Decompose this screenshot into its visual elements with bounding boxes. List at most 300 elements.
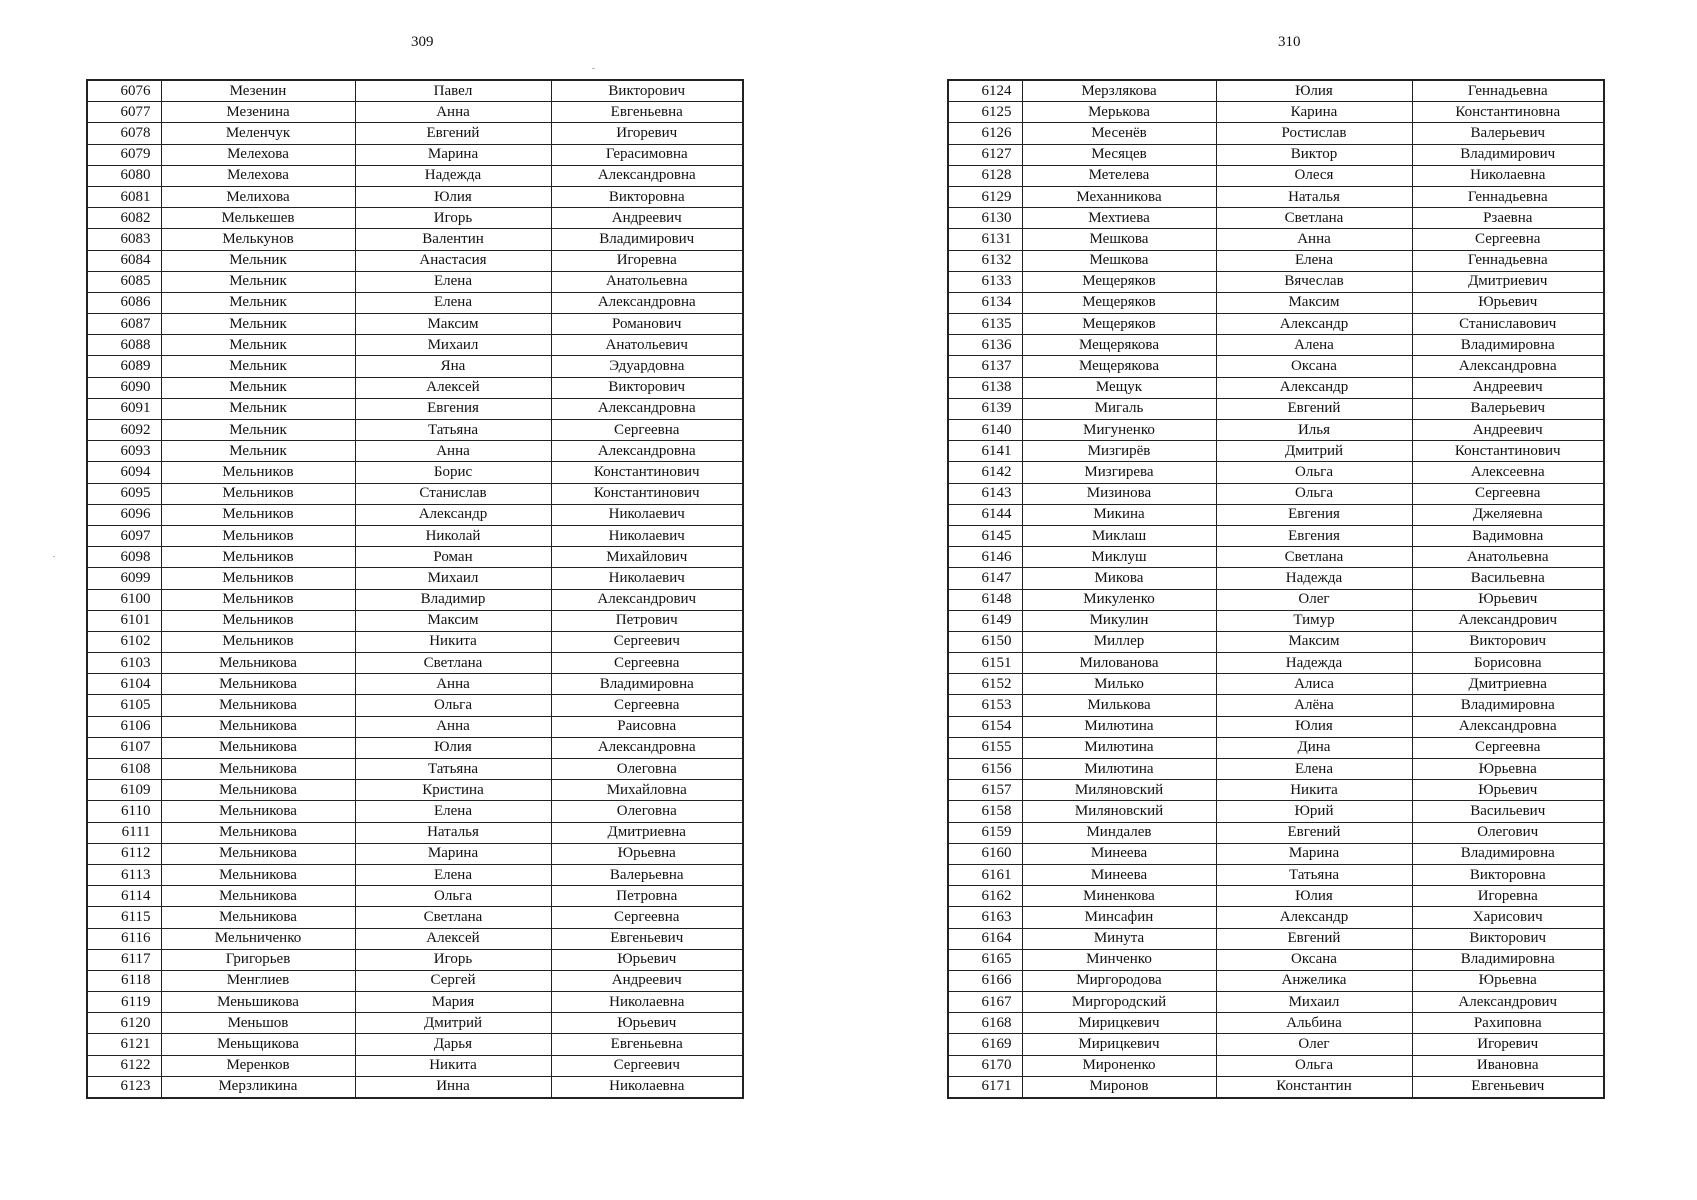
row-number-cell: 6110 (87, 801, 161, 822)
surname-cell: Меленчук (161, 123, 355, 144)
patronymic-cell: Владимировна (1412, 843, 1604, 864)
patronymic-cell: Дмитриевич (1412, 271, 1604, 292)
table-row (87, 992, 743, 1013)
row-number-cell: 6138 (948, 377, 1022, 398)
row-number-cell: 6132 (948, 250, 1022, 271)
table-row (948, 1034, 1604, 1055)
first-name-cell: Евгений (1216, 928, 1412, 949)
table-row (948, 631, 1604, 652)
table-row (948, 377, 1604, 398)
table-row (87, 1076, 743, 1098)
row-number-cell: 6079 (87, 144, 161, 165)
patronymic-cell: Андреевич (551, 970, 743, 991)
first-name-cell: Анжелика (1216, 970, 1412, 991)
surname-cell: Мерькова (1022, 102, 1216, 123)
patronymic-cell: Валерьевна (551, 864, 743, 885)
table-row (87, 822, 743, 843)
table-row (948, 568, 1604, 589)
patronymic-cell: Сергеевна (1412, 483, 1604, 504)
patronymic-cell: Романович (551, 314, 743, 335)
first-name-cell: Евгения (1216, 525, 1412, 546)
surname-cell: Мельникова (161, 843, 355, 864)
first-name-cell: Анастасия (355, 250, 551, 271)
table-row (948, 547, 1604, 568)
patronymic-cell: Александровна (1412, 356, 1604, 377)
row-number-cell: 6121 (87, 1034, 161, 1055)
table-row (87, 102, 743, 123)
row-number-cell: 6086 (87, 292, 161, 313)
first-name-cell: Дмитрий (1216, 441, 1412, 462)
first-name-cell: Александр (1216, 314, 1412, 335)
surname-cell: Мельникова (161, 653, 355, 674)
first-name-cell: Елена (1216, 759, 1412, 780)
first-name-cell: Максим (1216, 292, 1412, 313)
first-name-cell: Александр (355, 504, 551, 525)
surname-cell: Мельник (161, 314, 355, 335)
patronymic-cell: Геннадьевна (1412, 186, 1604, 207)
row-number-cell: 6146 (948, 547, 1022, 568)
first-name-cell: Михаил (355, 568, 551, 589)
table-row (948, 441, 1604, 462)
patronymic-cell: Игоревич (1412, 1034, 1604, 1055)
row-number-cell: 6131 (948, 229, 1022, 250)
table-row (87, 250, 743, 271)
first-name-cell: Марина (1216, 843, 1412, 864)
patronymic-cell: Юрьевна (1412, 970, 1604, 991)
table-row (948, 992, 1604, 1013)
patronymic-cell: Викторович (1412, 928, 1604, 949)
surname-cell: Меренков (161, 1055, 355, 1076)
table-row (948, 780, 1604, 801)
table-row (948, 610, 1604, 631)
table-row (948, 695, 1604, 716)
patronymic-cell: Евгеньевна (551, 102, 743, 123)
table-row (87, 610, 743, 631)
first-name-cell: Виктор (1216, 144, 1412, 165)
surname-cell: Милькова (1022, 695, 1216, 716)
patronymic-cell: Борисовна (1412, 653, 1604, 674)
row-number-cell: 6109 (87, 780, 161, 801)
first-name-cell: Александр (1216, 907, 1412, 928)
surname-cell: Мельник (161, 356, 355, 377)
patronymic-cell: Геннадьевна (1412, 250, 1604, 271)
first-name-cell: Дмитрий (355, 1013, 551, 1034)
surname-cell: Мелькешев (161, 208, 355, 229)
table-row (948, 250, 1604, 271)
surname-cell: Мельник (161, 420, 355, 441)
surname-cell: Мелехова (161, 165, 355, 186)
first-name-cell: Вячеслав (1216, 271, 1412, 292)
patronymic-cell: Игоревич (551, 123, 743, 144)
patronymic-cell: Андреевич (1412, 377, 1604, 398)
surname-cell: Минченко (1022, 949, 1216, 970)
table-row (948, 398, 1604, 419)
patronymic-cell: Валерьевич (1412, 123, 1604, 144)
surname-cell: Мизгирева (1022, 462, 1216, 483)
first-name-cell: Ольга (1216, 483, 1412, 504)
surname-cell: Мельников (161, 504, 355, 525)
table-body-right (948, 80, 1604, 1098)
first-name-cell: Алиса (1216, 674, 1412, 695)
patronymic-cell: Николаевна (1412, 165, 1604, 186)
surname-cell: Мещерякова (1022, 356, 1216, 377)
table-row (87, 525, 743, 546)
surname-cell: Микова (1022, 568, 1216, 589)
row-number-cell: 6136 (948, 335, 1022, 356)
surname-cell: Мельникова (161, 759, 355, 780)
surname-cell: Микина (1022, 504, 1216, 525)
table-row (948, 165, 1604, 186)
first-name-cell: Светлана (355, 653, 551, 674)
first-name-cell: Алексей (355, 928, 551, 949)
row-number-cell: 6092 (87, 420, 161, 441)
first-name-cell: Анна (355, 674, 551, 695)
surname-cell: Милованова (1022, 653, 1216, 674)
surname-cell: Мельников (161, 525, 355, 546)
surname-cell: Мирицкевич (1022, 1013, 1216, 1034)
surname-cell: Миненкова (1022, 886, 1216, 907)
scan-speck (592, 68, 595, 69)
patronymic-cell: Викторовна (551, 186, 743, 207)
first-name-cell: Максим (1216, 631, 1412, 652)
patronymic-cell: Джеляевна (1412, 504, 1604, 525)
row-number-cell: 6085 (87, 271, 161, 292)
row-number-cell: 6154 (948, 716, 1022, 737)
patronymic-cell: Евгеньевич (1412, 1076, 1604, 1098)
row-number-cell: 6149 (948, 610, 1022, 631)
table-row (948, 335, 1604, 356)
table-row (948, 864, 1604, 885)
patronymic-cell: Викторович (551, 377, 743, 398)
first-name-cell: Кристина (355, 780, 551, 801)
surname-cell: Мигуненко (1022, 420, 1216, 441)
patronymic-cell: Геннадьевна (1412, 80, 1604, 102)
first-name-cell: Николай (355, 525, 551, 546)
surname-cell: Мельник (161, 271, 355, 292)
table-row (87, 165, 743, 186)
row-number-cell: 6089 (87, 356, 161, 377)
table-row (948, 737, 1604, 758)
table-row (948, 1076, 1604, 1098)
surname-cell: Мельникова (161, 674, 355, 695)
patronymic-cell: Николаевна (551, 1076, 743, 1098)
row-number-cell: 6137 (948, 356, 1022, 377)
table-row (948, 1055, 1604, 1076)
first-name-cell: Елена (1216, 250, 1412, 271)
first-name-cell: Тимур (1216, 610, 1412, 631)
table-row (948, 314, 1604, 335)
patronymic-cell: Васильевна (1412, 568, 1604, 589)
row-number-cell: 6135 (948, 314, 1022, 335)
first-name-cell: Светлана (355, 907, 551, 928)
patronymic-cell: Эдуардовна (551, 356, 743, 377)
row-number-cell: 6119 (87, 992, 161, 1013)
table-row (948, 102, 1604, 123)
row-number-cell: 6113 (87, 864, 161, 885)
surname-cell: Мизгирёв (1022, 441, 1216, 462)
first-name-cell: Алёна (1216, 695, 1412, 716)
row-number-cell: 6111 (87, 822, 161, 843)
patronymic-cell: Владимировна (551, 674, 743, 695)
patronymic-cell: Владимировна (1412, 695, 1604, 716)
table-row (87, 144, 743, 165)
patronymic-cell: Юрьевич (1412, 589, 1604, 610)
surname-cell: Мельникова (161, 907, 355, 928)
row-number-cell: 6127 (948, 144, 1022, 165)
surname-cell: Мельникова (161, 886, 355, 907)
patronymic-cell: Раисовна (551, 716, 743, 737)
table-row (948, 229, 1604, 250)
first-name-cell: Алексей (355, 377, 551, 398)
patronymic-cell: Владимировна (1412, 335, 1604, 356)
first-name-cell: Елена (355, 271, 551, 292)
first-name-cell: Игорь (355, 949, 551, 970)
surname-cell: Микуленко (1022, 589, 1216, 610)
patronymic-cell: Александрович (551, 589, 743, 610)
patronymic-cell: Сергеевна (551, 653, 743, 674)
row-number-cell: 6093 (87, 441, 161, 462)
first-name-cell: Светлана (1216, 208, 1412, 229)
surname-cell: Мещеряков (1022, 271, 1216, 292)
row-number-cell: 6141 (948, 441, 1022, 462)
table-row (87, 716, 743, 737)
surname-cell: Мельникова (161, 822, 355, 843)
surname-cell: Мельников (161, 568, 355, 589)
row-number-cell: 6114 (87, 886, 161, 907)
first-name-cell: Дарья (355, 1034, 551, 1055)
surname-cell: Мельникова (161, 695, 355, 716)
surname-cell: Миклаш (1022, 525, 1216, 546)
table-row (948, 420, 1604, 441)
row-number-cell: 6143 (948, 483, 1022, 504)
table-row (87, 801, 743, 822)
first-name-cell: Надежда (1216, 568, 1412, 589)
table-body-left (87, 80, 743, 1098)
patronymic-cell: Сергеевна (1412, 737, 1604, 758)
row-number-cell: 6144 (948, 504, 1022, 525)
table-row (87, 780, 743, 801)
surname-cell: Мельник (161, 398, 355, 419)
row-number-cell: 6101 (87, 610, 161, 631)
first-name-cell: Никита (1216, 780, 1412, 801)
row-number-cell: 6128 (948, 165, 1022, 186)
surname-cell: Милютина (1022, 716, 1216, 737)
row-number-cell: 6078 (87, 123, 161, 144)
patronymic-cell: Дмитриевна (1412, 674, 1604, 695)
patronymic-cell: Александрович (1412, 992, 1604, 1013)
first-name-cell: Мария (355, 992, 551, 1013)
patronymic-cell: Михайловна (551, 780, 743, 801)
name-list-table-right (947, 79, 1605, 1099)
table-row (948, 1013, 1604, 1034)
row-number-cell: 6103 (87, 653, 161, 674)
surname-cell: Миляновский (1022, 780, 1216, 801)
patronymic-cell: Дмитриевна (551, 822, 743, 843)
row-number-cell: 6076 (87, 80, 161, 102)
row-number-cell: 6105 (87, 695, 161, 716)
surname-cell: Минута (1022, 928, 1216, 949)
patronymic-cell: Евгеньевна (551, 1034, 743, 1055)
patronymic-cell: Сергеевич (551, 631, 743, 652)
row-number-cell: 6150 (948, 631, 1022, 652)
first-name-cell: Татьяна (355, 759, 551, 780)
table-row (948, 822, 1604, 843)
row-number-cell: 6164 (948, 928, 1022, 949)
surname-cell: Мельник (161, 335, 355, 356)
table-row (948, 716, 1604, 737)
patronymic-cell: Николаевич (551, 504, 743, 525)
first-name-cell: Евгения (1216, 504, 1412, 525)
table-row (87, 864, 743, 885)
row-number-cell: 6082 (87, 208, 161, 229)
row-number-cell: 6112 (87, 843, 161, 864)
patronymic-cell: Игоревна (1412, 886, 1604, 907)
patronymic-cell: Ивановна (1412, 1055, 1604, 1076)
table-row (948, 356, 1604, 377)
first-name-cell: Надежда (355, 165, 551, 186)
first-name-cell: Марина (355, 843, 551, 864)
row-number-cell: 6080 (87, 165, 161, 186)
surname-cell: Мельников (161, 462, 355, 483)
table-row (87, 674, 743, 695)
patronymic-cell: Вадимовна (1412, 525, 1604, 546)
table-row (948, 970, 1604, 991)
row-number-cell: 6098 (87, 547, 161, 568)
table-row (87, 420, 743, 441)
patronymic-cell: Юрьевич (1412, 292, 1604, 313)
surname-cell: Мироненко (1022, 1055, 1216, 1076)
row-number-cell: 6117 (87, 949, 161, 970)
first-name-cell: Дина (1216, 737, 1412, 758)
surname-cell: Мирицкевич (1022, 1034, 1216, 1055)
table-row (87, 1034, 743, 1055)
patronymic-cell: Станиславович (1412, 314, 1604, 335)
surname-cell: Милютина (1022, 759, 1216, 780)
row-number-cell: 6099 (87, 568, 161, 589)
patronymic-cell: Юрьевич (1412, 780, 1604, 801)
table-row (87, 80, 743, 102)
row-number-cell: 6147 (948, 568, 1022, 589)
first-name-cell: Евгений (1216, 822, 1412, 843)
patronymic-cell: Владимирович (551, 229, 743, 250)
patronymic-cell: Николаевич (551, 525, 743, 546)
surname-cell: Мерзликина (161, 1076, 355, 1098)
row-number-cell: 6161 (948, 864, 1022, 885)
surname-cell: Мельниченко (161, 928, 355, 949)
first-name-cell: Максим (355, 610, 551, 631)
table-row (948, 928, 1604, 949)
surname-cell: Меньшикова (161, 992, 355, 1013)
row-number-cell: 6096 (87, 504, 161, 525)
first-name-cell: Михаил (355, 335, 551, 356)
first-name-cell: Ростислав (1216, 123, 1412, 144)
row-number-cell: 6157 (948, 780, 1022, 801)
surname-cell: Мельник (161, 250, 355, 271)
surname-cell: Миндалев (1022, 822, 1216, 843)
first-name-cell: Инна (355, 1076, 551, 1098)
first-name-cell: Павел (355, 80, 551, 102)
table-row (87, 123, 743, 144)
row-number-cell: 6158 (948, 801, 1022, 822)
first-name-cell: Константин (1216, 1076, 1412, 1098)
row-number-cell: 6090 (87, 377, 161, 398)
first-name-cell: Никита (355, 631, 551, 652)
table-row (948, 186, 1604, 207)
scan-speck (53, 556, 55, 557)
patronymic-cell: Викторович (551, 80, 743, 102)
table-row (87, 653, 743, 674)
row-number-cell: 6167 (948, 992, 1022, 1013)
first-name-cell: Татьяна (1216, 864, 1412, 885)
first-name-cell: Максим (355, 314, 551, 335)
first-name-cell: Елена (355, 292, 551, 313)
first-name-cell: Оксана (1216, 356, 1412, 377)
table-row (87, 208, 743, 229)
table-row (948, 653, 1604, 674)
surname-cell: Мельник (161, 377, 355, 398)
surname-cell: Мельникова (161, 716, 355, 737)
first-name-cell: Елена (355, 801, 551, 822)
first-name-cell: Борис (355, 462, 551, 483)
row-number-cell: 6116 (87, 928, 161, 949)
row-number-cell: 6162 (948, 886, 1022, 907)
patronymic-cell: Александрович (1412, 610, 1604, 631)
table-row (87, 568, 743, 589)
table-row (87, 271, 743, 292)
table-row (87, 928, 743, 949)
page-number-right: 310 (1278, 34, 1301, 50)
row-number-cell: 6102 (87, 631, 161, 652)
row-number-cell: 6156 (948, 759, 1022, 780)
surname-cell: Месенёв (1022, 123, 1216, 144)
patronymic-cell: Валерьевич (1412, 398, 1604, 419)
surname-cell: Мехтиева (1022, 208, 1216, 229)
table-row (948, 674, 1604, 695)
table-row (87, 229, 743, 250)
row-number-cell: 6100 (87, 589, 161, 610)
table-row (87, 759, 743, 780)
table-row (87, 1055, 743, 1076)
table-row (87, 356, 743, 377)
surname-cell: Менглиев (161, 970, 355, 991)
row-number-cell: 6088 (87, 335, 161, 356)
row-number-cell: 6130 (948, 208, 1022, 229)
surname-cell: Мелькунов (161, 229, 355, 250)
surname-cell: Миляновский (1022, 801, 1216, 822)
surname-cell: Мельникова (161, 864, 355, 885)
table-row (948, 123, 1604, 144)
patronymic-cell: Константиновна (1412, 102, 1604, 123)
patronymic-cell: Анатольевна (1412, 547, 1604, 568)
surname-cell: Меньшов (161, 1013, 355, 1034)
first-name-cell: Юрий (1216, 801, 1412, 822)
table-row (87, 970, 743, 991)
surname-cell: Миргородова (1022, 970, 1216, 991)
patronymic-cell: Петрович (551, 610, 743, 631)
surname-cell: Мещеряков (1022, 292, 1216, 313)
name-list-table-left (86, 79, 744, 1099)
table-row (948, 801, 1604, 822)
patronymic-cell: Александровна (1412, 716, 1604, 737)
surname-cell: Микулин (1022, 610, 1216, 631)
patronymic-cell: Рахиповна (1412, 1013, 1604, 1034)
table-row (87, 441, 743, 462)
table-row (87, 377, 743, 398)
first-name-cell: Анна (355, 716, 551, 737)
table-row (87, 907, 743, 928)
patronymic-cell: Евгеньевич (551, 928, 743, 949)
first-name-cell: Наталья (355, 822, 551, 843)
